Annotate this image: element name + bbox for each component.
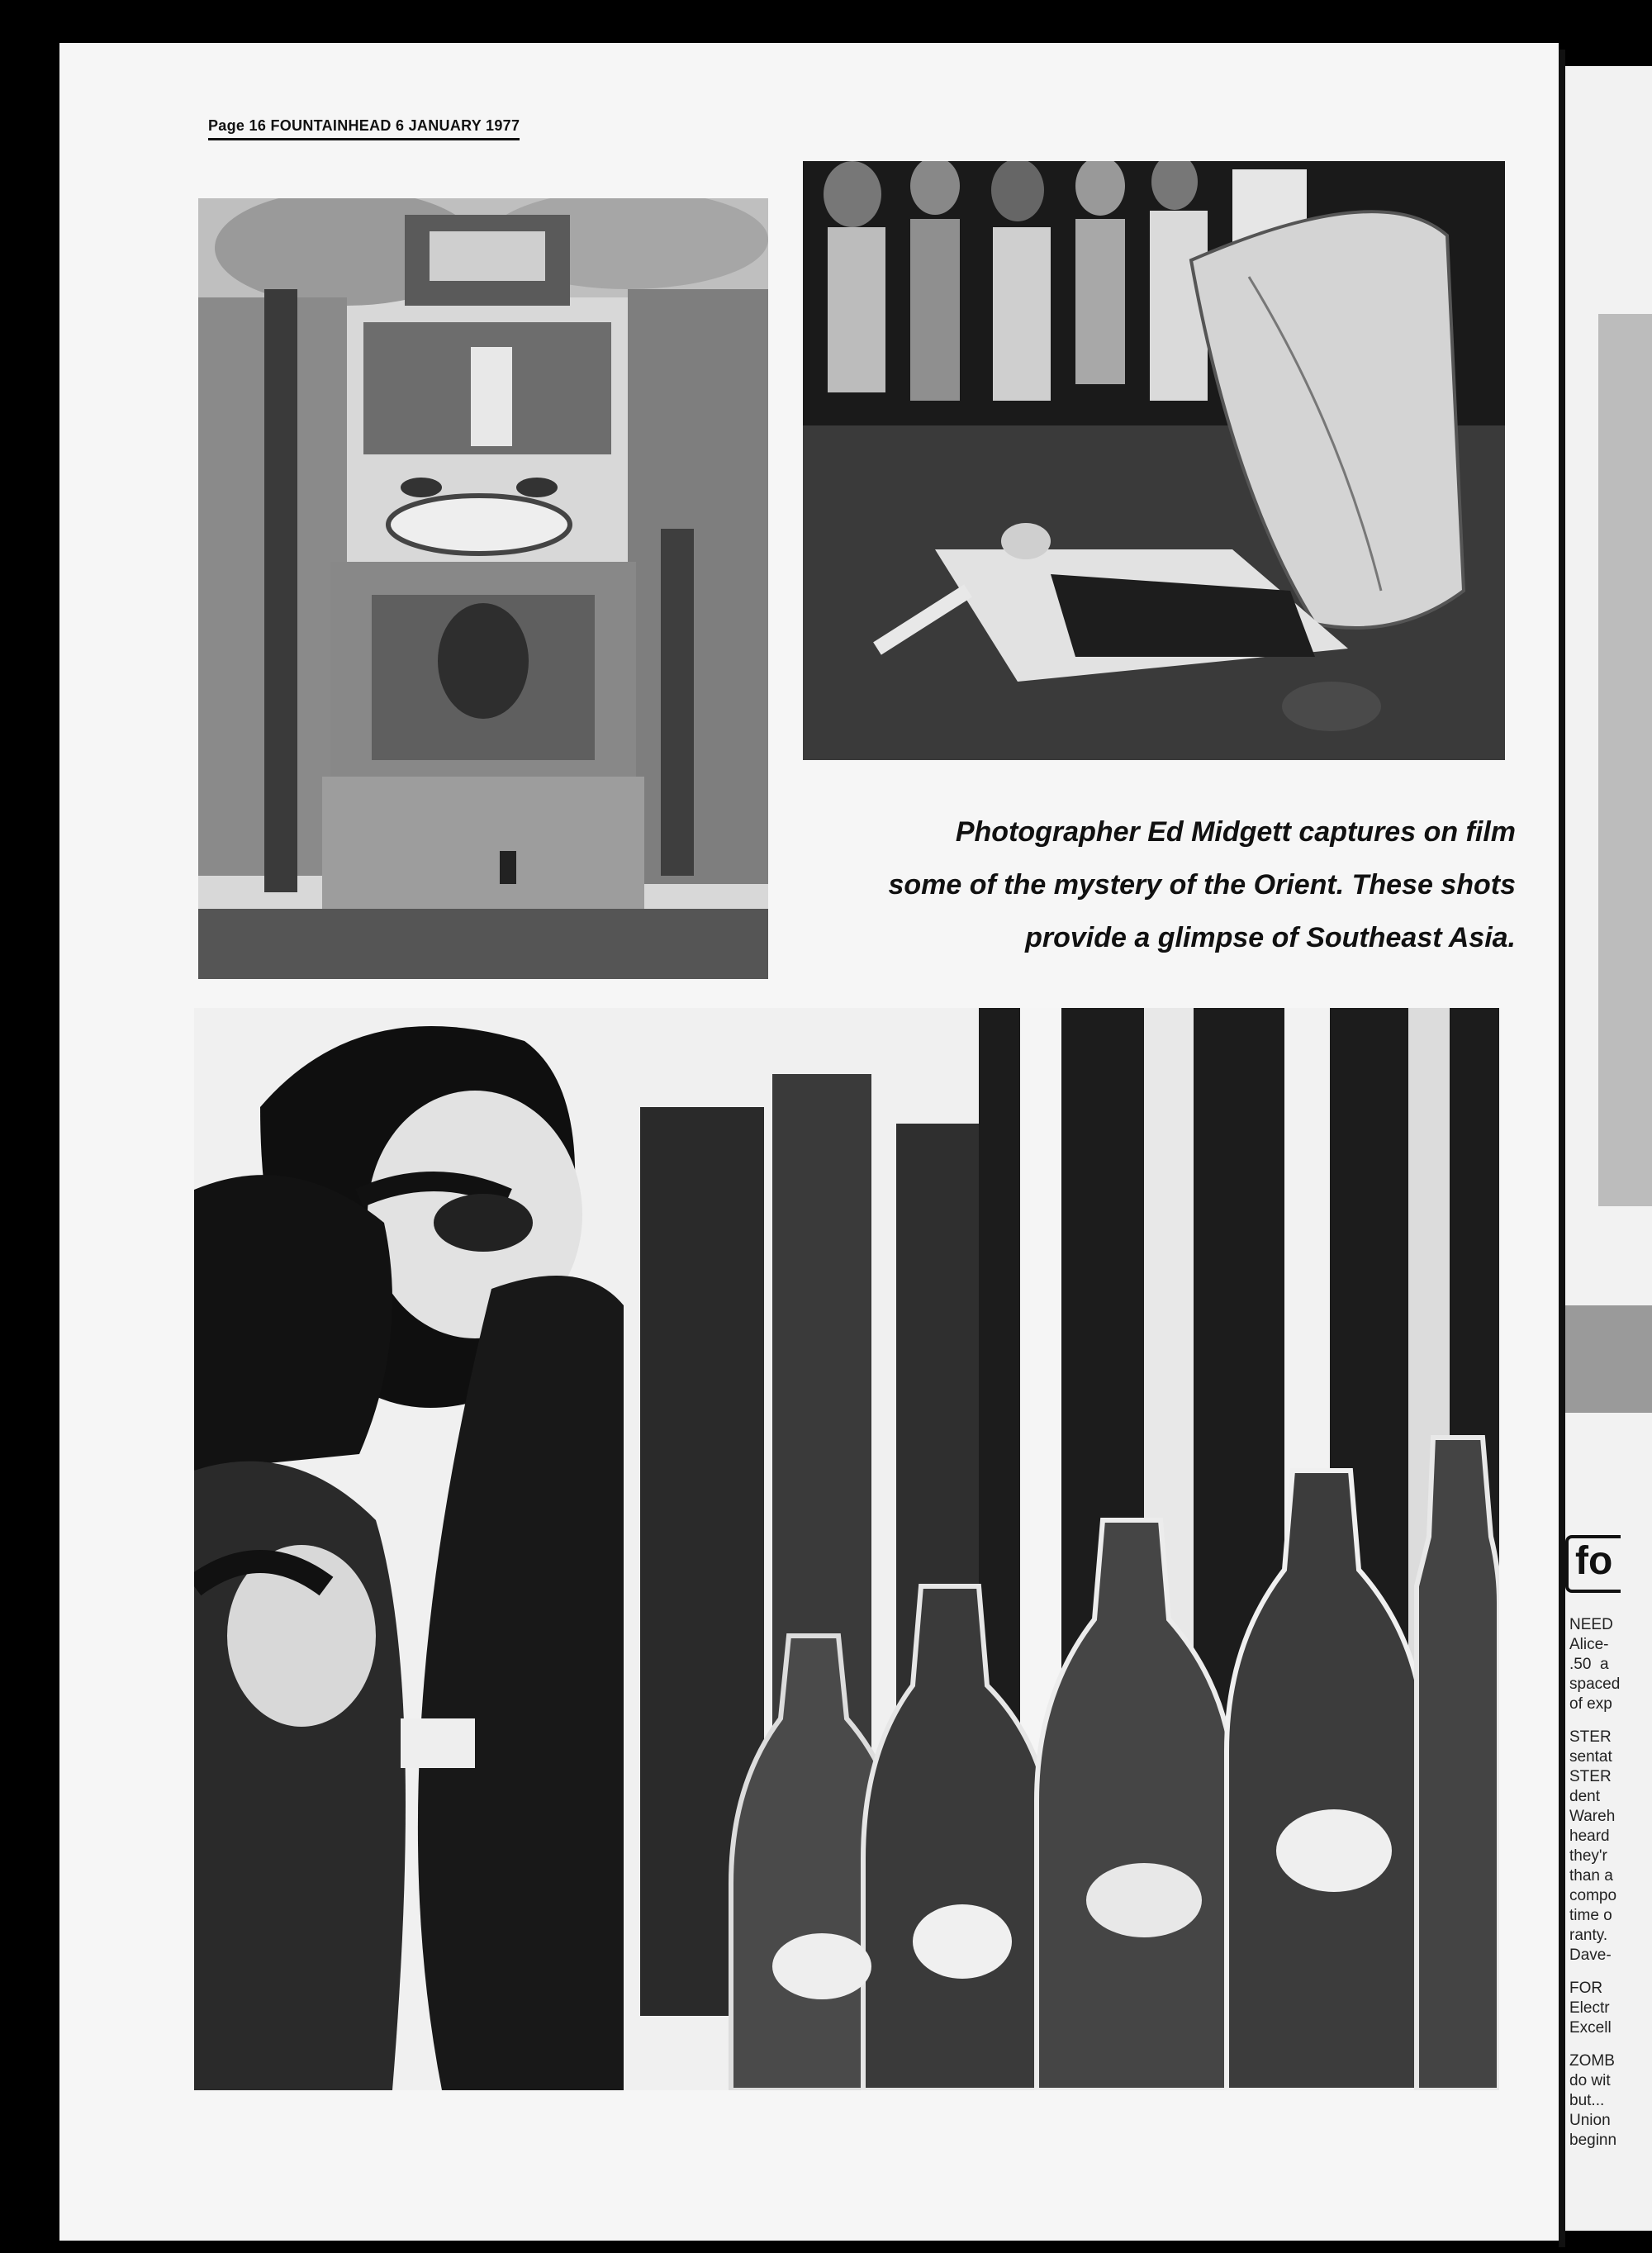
adjacent-page-text-fragment: spaced bbox=[1569, 1675, 1621, 1693]
photo-caption bbox=[772, 806, 1516, 964]
adjacent-page-text-fragment: ZOMB bbox=[1569, 2052, 1615, 2070]
adjacent-page-text-fragment: FOR bbox=[1569, 1980, 1603, 1997]
adjacent-page-text-fragment: Excell bbox=[1569, 2019, 1612, 2037]
crowd-and-body-photo bbox=[803, 161, 1505, 760]
adjacent-page-text-fragment: Alice- bbox=[1569, 1636, 1609, 1653]
adjacent-page-text-fragment: Union bbox=[1569, 2112, 1611, 2129]
adjacent-page-text-fragment: Wareh bbox=[1569, 1808, 1616, 1825]
adjacent-page-text-fragment: sentat bbox=[1569, 1748, 1612, 1766]
adjacent-page-text-fragment: Electr bbox=[1569, 1999, 1610, 2017]
page-fold bbox=[1559, 50, 1565, 2247]
adjacent-page-logo: fo bbox=[1565, 1535, 1621, 1593]
adjacent-page-banner bbox=[1565, 1305, 1652, 1413]
temple-ruins-photo bbox=[198, 198, 768, 979]
adjacent-page-text-fragment: do wit bbox=[1569, 2072, 1611, 2089]
adjacent-page-text-fragment: NEED bbox=[1569, 1616, 1613, 1633]
caption-line: provide a glimpse of Southeast Asia. bbox=[1025, 922, 1516, 953]
caption-line: Photographer Ed Midgett captures on film bbox=[955, 816, 1516, 848]
adjacent-page-text-fragment: beginn bbox=[1569, 2132, 1617, 2149]
adjacent-page-text-fragment: STER bbox=[1569, 1728, 1612, 1746]
page-header: Page 16 FOUNTAINHEAD 6 JANUARY 1977 bbox=[208, 117, 520, 140]
adjacent-page-text-fragment: .50 a bbox=[1569, 1656, 1609, 1673]
adjacent-page-text-fragment: compo bbox=[1569, 1887, 1617, 1904]
man-with-bottles-photo bbox=[194, 1008, 1499, 2090]
adjacent-page-text-fragment: ranty. bbox=[1569, 1927, 1608, 1944]
adjacent-page-text-fragment: they'r bbox=[1569, 1847, 1607, 1865]
adjacent-page-photo bbox=[1598, 314, 1652, 1206]
adjacent-page bbox=[1565, 66, 1652, 2231]
caption-line: some of the mystery of the Orient. These shots bbox=[888, 869, 1516, 901]
adjacent-page-text-fragment: heard bbox=[1569, 1828, 1610, 1845]
adjacent-page-text-fragment: STER bbox=[1569, 1768, 1612, 1785]
adjacent-page-text-fragment: but... bbox=[1569, 2092, 1605, 2109]
adjacent-page-text-fragment: than a bbox=[1569, 1867, 1613, 1885]
adjacent-page-text-fragment: Dave- bbox=[1569, 1946, 1612, 1964]
adjacent-page-text-fragment: time o bbox=[1569, 1907, 1612, 1924]
adjacent-page-text-fragment: dent bbox=[1569, 1788, 1600, 1805]
adjacent-page-text-fragment: of exp bbox=[1569, 1695, 1612, 1713]
